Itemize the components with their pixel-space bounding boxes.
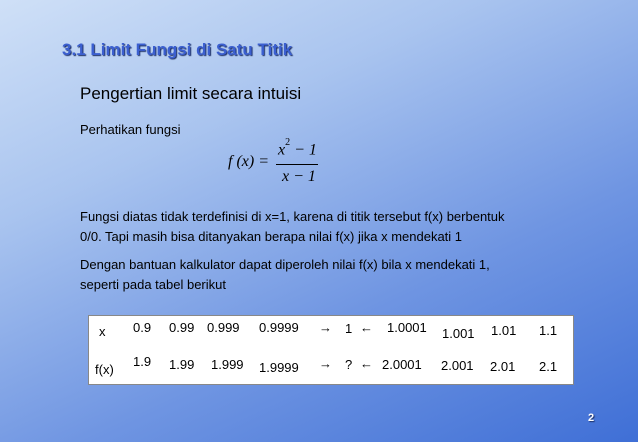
table-cell-center: 1 (345, 321, 353, 336)
function-formula (228, 137, 328, 190)
table-cell: 0.99 (169, 320, 195, 335)
table-cell: 1.9999 (259, 360, 299, 375)
table-cell: 2.001 (441, 358, 474, 373)
slide-title: 3.1 Limit Fungsi di Satu Titik (62, 40, 293, 59)
formula-numerator-base: x (278, 141, 286, 159)
table-cell: 1.01 (491, 323, 517, 338)
paragraph-undefined (80, 207, 505, 247)
left-arrow-icon: ← (360, 320, 373, 335)
fraction-bar (276, 164, 318, 165)
table-cell: 0.9999 (259, 320, 299, 335)
page-number: 2 (588, 412, 595, 424)
right-arrow-icon: → (319, 320, 332, 335)
formula-numerator (278, 137, 317, 159)
table-cell: 1.9 (133, 354, 152, 369)
right-arrow-icon: → (319, 356, 332, 371)
table-cell: 1.0001 (387, 320, 427, 335)
row-fx-label: f(x) (95, 362, 114, 377)
intro-text: Perhatikan fungsi (80, 122, 181, 137)
formula-numerator-rest: − 1 (290, 141, 317, 159)
slide-subtitle: Pengertian limit secara intuisi (80, 84, 302, 103)
paragraph-calculator (80, 255, 490, 295)
row-x-label: x (99, 324, 106, 339)
values-table (88, 315, 574, 385)
left-arrow-icon: ← (360, 356, 373, 371)
paragraph-calculator-line2: seperti pada tabel berikut (80, 277, 226, 292)
table-cell: 2.1 (539, 359, 558, 374)
table-cell: 1.1 (539, 323, 558, 338)
paragraph-undefined-line2: 0/0. Tapi masih bisa ditanyakan berapa nilai f(x) jika x mendekati 1 (80, 229, 463, 244)
table-cell: 0.999 (207, 320, 240, 335)
table-cell: 2.01 (490, 359, 516, 374)
formula-denominator: x − 1 (282, 168, 316, 185)
table-cell-center: ? (345, 357, 353, 372)
table-cell: 1.999 (211, 357, 244, 372)
formula-numerator-exponent: 2 (285, 137, 291, 148)
paragraph-undefined-line1: Fungsi diatas tidak terdefinisi di x=1, karena di titik tersebut f(x) berbentuk (80, 209, 505, 224)
table-cell: 1.99 (169, 357, 195, 372)
formula-lhs: f (x) = (228, 153, 269, 170)
table-cell: 0.9 (133, 320, 152, 335)
table-cell: 2.0001 (382, 357, 422, 372)
paragraph-calculator-line1: Dengan bantuan kalkulator dapat diperoleh nilai f(x) bila x mendekati 1, (80, 257, 490, 272)
table-cell: 1.001 (442, 326, 475, 341)
